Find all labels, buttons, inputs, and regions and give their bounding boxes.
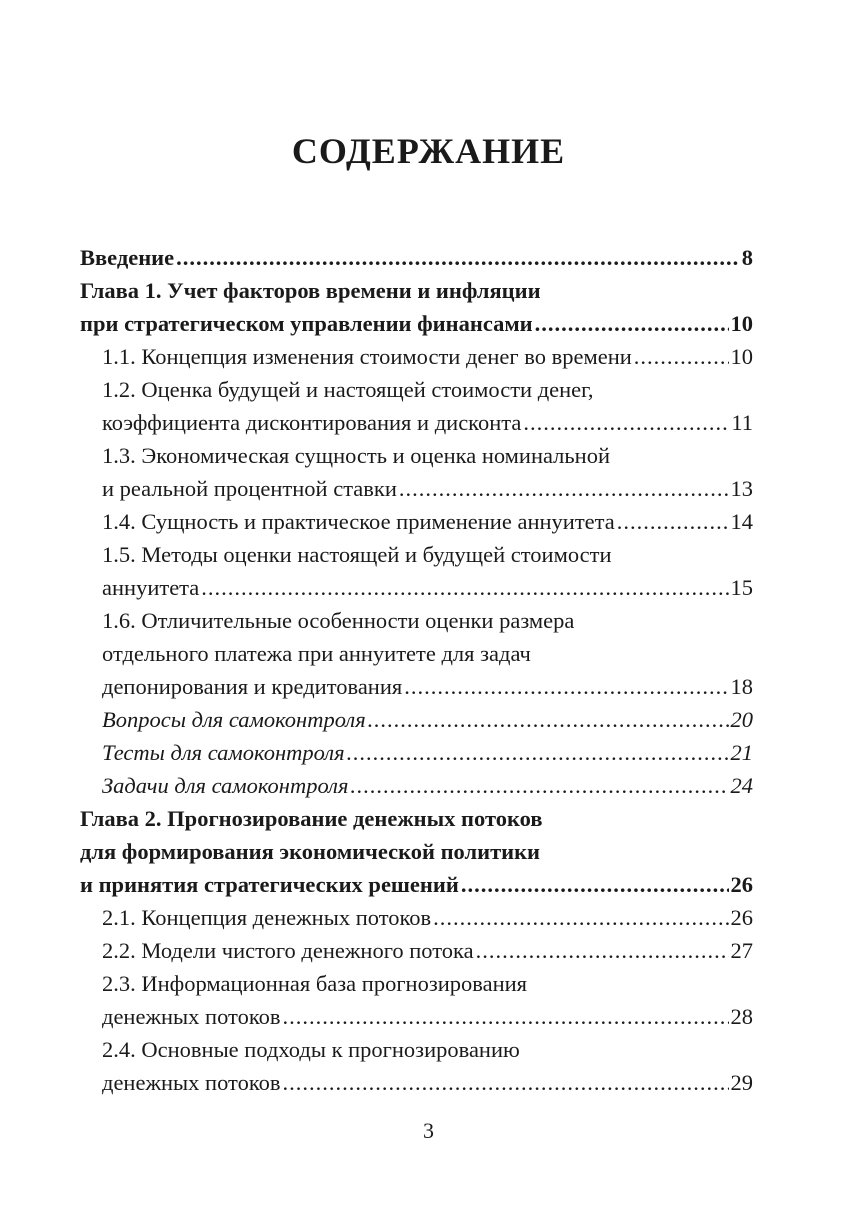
toc-entry-title: 1.1. Концепция изменения стоимости денег во времени xyxy=(102,344,632,369)
toc-entry-page: 10 xyxy=(730,311,753,336)
dot-leader xyxy=(476,934,729,967)
toc-entry-line: 2.4. Основные подходы к прогнозированию xyxy=(102,1037,520,1062)
toc-entry-last-line xyxy=(102,1066,753,1099)
toc-entry-last-line xyxy=(80,868,753,901)
toc-entry-last-line xyxy=(102,340,753,373)
toc-entry[interactable] xyxy=(80,934,753,967)
toc-entry-last-line xyxy=(102,769,753,802)
toc-entry-title: при стратегическом управлении финансами xyxy=(80,311,533,336)
dot-leader xyxy=(347,736,729,769)
toc-entry-last-line xyxy=(80,241,753,274)
toc-entry-line: отдельного платежа при аннуитете для задач xyxy=(102,641,531,666)
toc-entry-last-line xyxy=(102,901,753,934)
toc-entry-page: 28 xyxy=(730,1004,753,1029)
toc-entry[interactable] xyxy=(80,967,753,1033)
toc-entry-page: 8 xyxy=(741,245,753,270)
toc-entry-last-line xyxy=(102,406,753,439)
toc-entry[interactable] xyxy=(80,604,753,703)
toc-entry-title: коэффициента дисконтирования и дисконта xyxy=(102,410,522,435)
toc-entry-title: аннуитета xyxy=(102,575,200,600)
toc-entry-title: депонирования и кредитования xyxy=(102,674,403,699)
toc-entry[interactable] xyxy=(80,274,753,340)
toc-entry-line: Глава 1. Учет факторов времени и инфляции xyxy=(80,278,541,303)
toc-entry-page: 13 xyxy=(730,476,753,501)
toc-entry-title: Тесты для самоконтроля xyxy=(102,740,345,765)
table-of-contents xyxy=(80,241,753,1099)
dot-leader xyxy=(523,406,729,439)
toc-entry-title: Вопросы для самоконтроля xyxy=(102,707,366,732)
dot-leader xyxy=(399,472,729,505)
toc-entry[interactable] xyxy=(80,340,753,373)
dot-leader xyxy=(176,241,740,274)
toc-entry-title: 1.4. Сущность и практическое применение аннуитета xyxy=(102,509,615,534)
toc-entry-title: 2.1. Концепция денежных потоков xyxy=(102,905,432,930)
dot-leader xyxy=(617,505,729,538)
toc-entry-last-line xyxy=(102,571,753,604)
dot-leader xyxy=(535,307,729,340)
toc-entry-last-line xyxy=(102,1000,753,1033)
dot-leader xyxy=(461,868,729,901)
toc-entry-last-line xyxy=(102,472,753,505)
toc-entry[interactable] xyxy=(80,769,753,802)
toc-entry[interactable] xyxy=(80,802,753,901)
page-number: 3 xyxy=(423,1118,434,1143)
page-title: СОДЕРЖАНИЕ xyxy=(291,131,566,171)
toc-entry-line: Глава 2. Прогнозирование денежных потоков xyxy=(80,806,543,831)
toc-entry[interactable] xyxy=(80,901,753,934)
toc-entry-last-line xyxy=(102,934,753,967)
toc-entry-page: 21 xyxy=(730,740,753,765)
dot-leader xyxy=(433,901,728,934)
toc-entry-page: 14 xyxy=(730,509,753,534)
toc-entry-title: Введение xyxy=(80,245,175,270)
toc-entry[interactable] xyxy=(80,373,753,439)
toc-entry-page: 24 xyxy=(730,773,753,798)
toc-entry-line: 2.3. Информационная база прогнозирования xyxy=(102,971,528,996)
toc-entry-title: денежных потоков xyxy=(102,1004,281,1029)
toc-entry-page: 20 xyxy=(730,707,753,732)
toc-entry-last-line xyxy=(102,505,753,538)
toc-entry[interactable] xyxy=(80,736,753,769)
dot-leader xyxy=(368,703,729,736)
dot-leader xyxy=(201,571,728,604)
toc-entry-line: 1.2. Оценка будущей и настоящей стоимости денег, xyxy=(102,377,594,402)
toc-entry-title: и реальной процентной ставки xyxy=(102,476,397,501)
dot-leader xyxy=(634,340,729,373)
toc-entry[interactable] xyxy=(80,703,753,736)
toc-entry-line: для формирования экономической политики xyxy=(80,839,541,864)
toc-entry-page: 10 xyxy=(730,344,753,369)
toc-entry-line: 1.3. Экономическая сущность и оценка номинальной xyxy=(102,443,611,468)
toc-entry-page: 18 xyxy=(730,674,753,699)
toc-entry-title: Задачи для самоконтроля xyxy=(102,773,349,798)
dot-leader xyxy=(282,1000,728,1033)
toc-entry-page: 11 xyxy=(731,410,753,435)
toc-entry[interactable] xyxy=(80,1033,753,1099)
toc-entry-page: 15 xyxy=(730,575,753,600)
toc-entry-last-line xyxy=(102,703,753,736)
toc-entry[interactable] xyxy=(80,538,753,604)
toc-entry-page: 26 xyxy=(730,905,753,930)
toc-entry-last-line xyxy=(102,670,753,703)
toc-entry[interactable] xyxy=(80,439,753,505)
dot-leader xyxy=(282,1066,728,1099)
dot-leader xyxy=(350,769,728,802)
toc-entry[interactable] xyxy=(80,505,753,538)
toc-entry-last-line xyxy=(80,307,753,340)
toc-entry-title: и принятия стратегических решений xyxy=(80,872,459,897)
toc-entry-page: 29 xyxy=(730,1070,753,1095)
toc-entry-title: 2.2. Модели чистого денежного потока xyxy=(102,938,474,963)
toc-entry-title: денежных потоков xyxy=(102,1070,281,1095)
toc-entry-page: 26 xyxy=(730,872,753,897)
toc-entry-line: 1.6. Отличительные особенности оценки размера xyxy=(102,608,575,633)
dot-leader xyxy=(404,670,728,703)
toc-entry[interactable] xyxy=(80,241,753,274)
toc-entry-last-line xyxy=(102,736,753,769)
toc-entry-line: 1.5. Методы оценки настоящей и будущей стоимости xyxy=(102,542,612,567)
toc-entry-page: 27 xyxy=(730,938,753,963)
